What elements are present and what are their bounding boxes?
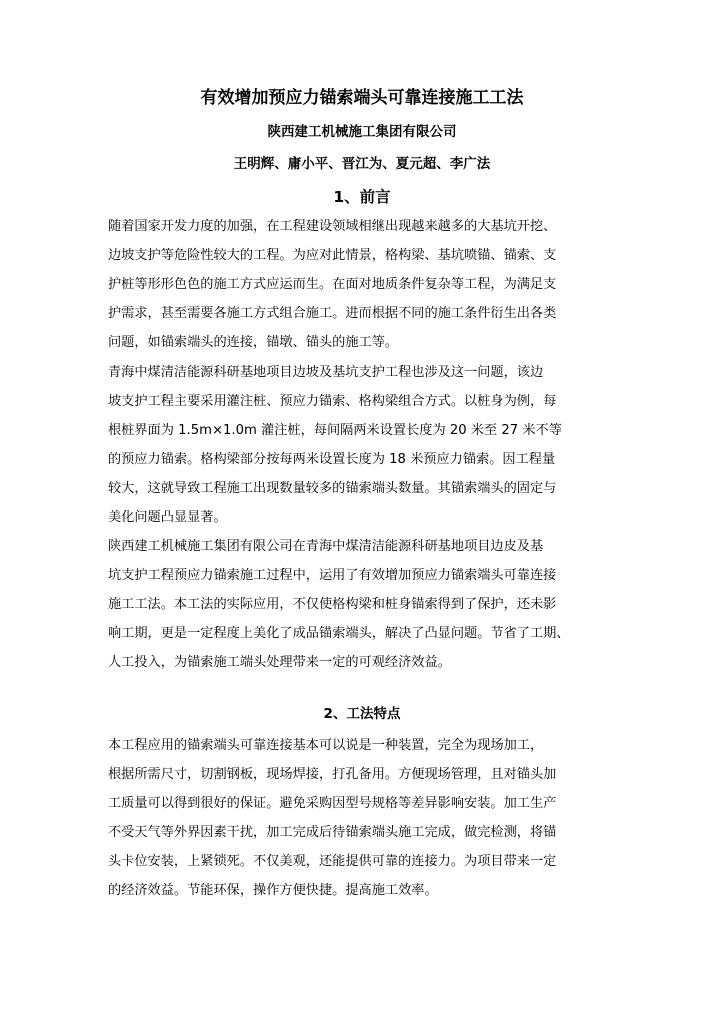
author-list: 王明辉、庸小平、晋江为、夏元超、李广法 xyxy=(233,156,491,172)
text-line: 边坡支护等危险性较大的工程。为应对此情景，格构梁、基坑喷锚、锚索、支 xyxy=(108,248,557,263)
text-line: 不受天气等外界因素干扰，加工完成后待锚索端头施工完成，做完检测，将锚 xyxy=(108,825,557,840)
text-line: 随着国家开发力度的加强，在工程建设领域相继出现越来越多的大基坑开挖、 xyxy=(108,219,557,234)
text-line: 护桩等形形色色的施工方式应运而生。在面对地质条件复杂等工程，为满足支 xyxy=(108,277,557,292)
text-line: 的经济效益。节能环保，操作方便快捷。提高施工效率。 xyxy=(108,883,438,898)
section-heading-features: 2、工法特点 xyxy=(323,706,401,722)
text-line: 根桩界面为 1.5m×1.0m 灌注桩，每间隔两米设置长度为 20 米至 27 米不等 xyxy=(108,423,562,438)
paragraph xyxy=(108,532,620,677)
text-line: 青海中煤清洁能源科研基地项目边坡及基坑支护工程也涉及这一问题，该边 xyxy=(108,365,544,380)
text-line: 护需求，甚至需要各施工方式组合施工。进而根据不同的施工条件衍生出各类 xyxy=(108,306,557,321)
text-line: 的预应力锚索。格构梁部分按每两米设置长度为 18 米预应力锚索。因工程量 xyxy=(108,452,556,467)
text-line: 施工工法。本工法的实际应用，不仅使格构梁和桩身锚索得到了保护，还未影 xyxy=(108,597,557,612)
company-name: 陕西建工机械施工集团有限公司 xyxy=(267,124,457,140)
text-line: 坑支护工程预应力锚索施工过程中，运用了有效增加预应力锚索端头可靠连接 xyxy=(108,568,557,583)
text-line: 响工期，更是一定程度上美化了成品锚索端头，解决了凸显问题。节省了工期、 xyxy=(108,626,570,641)
text-line: 人工投入，为锚索施工端头处理带来一定的可观经济效益。 xyxy=(108,655,451,670)
text-line: 美化问题凸显显著。 xyxy=(108,510,227,525)
text-line: 坡支护工程主要采用灌注桩、预应力锚索、格构梁组合方式。以桩身为例，每 xyxy=(108,394,557,409)
text-line: 工质量可以得到很好的保证。避免采购因型号规格等差异影响安装。加工生产 xyxy=(108,796,557,811)
text-line: 较大，这就导致工程施工出现数量较多的锚索端头数量。其锚索端头的固定与 xyxy=(108,481,557,496)
section-heading-preface: 1、前言 xyxy=(333,188,391,206)
text-line: 本工程应用的锚索端头可靠连接基本可以说是一种装置，完全为现场加工， xyxy=(108,738,544,753)
document-title: 有效增加预应力锚索端头可靠连接施工工法 xyxy=(200,88,524,108)
paragraph xyxy=(108,212,620,357)
text-line: 根据所需尺寸，切割钢板，现场焊接，打孔备用。方便现场管理，且对锚头加 xyxy=(108,767,557,782)
text-line: 头卡位安装，上紧锁死。不仅美观，还能提供可靠的连接力。为项目带来一定 xyxy=(108,854,557,869)
paragraph xyxy=(108,731,620,905)
text-line: 陕西建工机械施工集团有限公司在青海中煤清洁能源科研基地项目边皮及基 xyxy=(108,539,544,554)
paragraph xyxy=(108,358,620,532)
text-line: 问题，如锚索端头的连接，锚墩、锚头的施工等。 xyxy=(108,335,399,350)
